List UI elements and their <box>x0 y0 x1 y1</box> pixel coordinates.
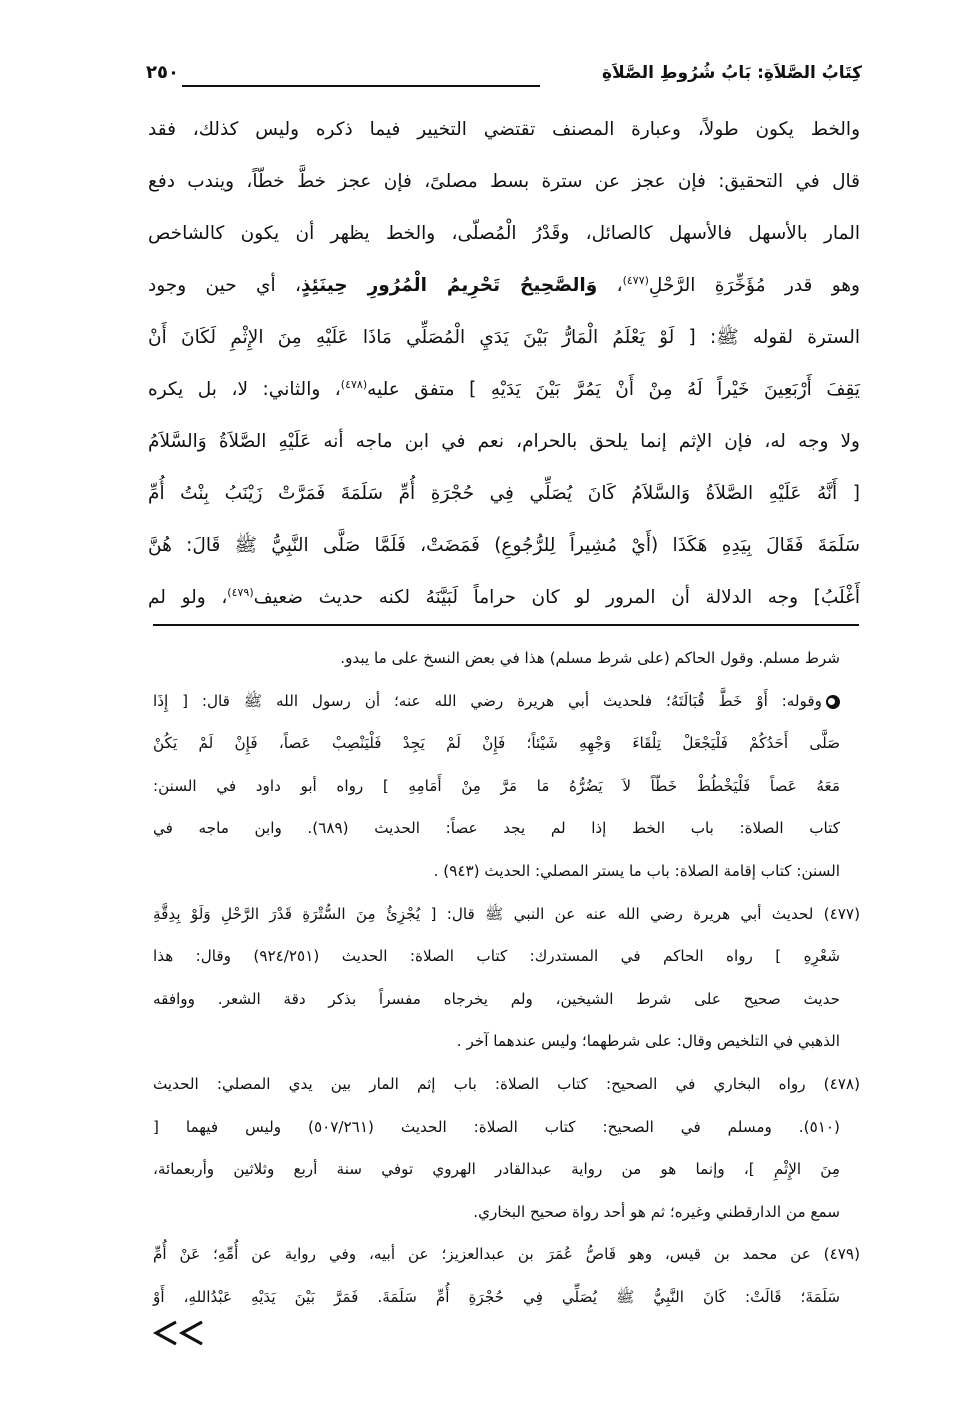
footnote-line: السنن: كتاب إقامة الصلاة: باب ما يستر المصلي: الحديث (٩٤٣) . <box>433 862 840 880</box>
footnote-ref-478[interactable]: (٤٧٨) <box>340 377 368 391</box>
footnote-text: وقوله: أَوْ خَطَّ قُبَالَتَهُ؛ فلحديث أبي هريرة رضي الله عنه؛ أن رسول الله ﷺ قال: [ إِذَا <box>153 692 822 710</box>
bullet-circle-icon <box>826 695 840 709</box>
footnote-line: الذهبي في التلخيص وقال: على شرطهما؛ وليس عندهما آخر . <box>456 1032 840 1050</box>
text-line: [ أَنَّهُ عَلَيْهِ الصَّلاَةُ وَالسَّلاَمُ كَانَ يُصَلِّي فِي حُجْرَةِ أُمِّ سَلَمَةَ فَمَرَّتْ زَيْنَبُ بِنْتُ أُمِّ <box>148 483 860 504</box>
footnote-line: شَعْرِهِ ] رواه الحاكم في المستدرك: كتاب الصلاة: الحديث (٩٢٤/٢٥١) وقال: هذا <box>153 947 840 965</box>
running-header <box>146 58 862 92</box>
footnote-separator <box>153 624 859 626</box>
footnote-line: سَلَمَةَ؛ قَالَتْ: كَانَ النَّبِيُّ ﷺ يُصَلِّي فِي حُجْرَةِ أُمِّ سَلَمَةَ. فَمَرَّ بَيْنَ يَدَيْهِ عَبْدُاللهِ، أَوْ <box>153 1288 840 1306</box>
footnote-line: كتاب الصلاة: باب الخط إذا لم يجد عصاً: الحديث (٦٨٩). وابن ماجه في <box>153 819 840 837</box>
matn-bold-text: وَالصَّحِيحُ تَحْرِيمُ الْمُرُورِ حِينَئِذٍ <box>300 275 598 296</box>
footnote-478: (٤٧٨) رواه البخاري في الصحيح: كتاب الصلاة: باب إثم المار بين يدي المصلي: الحديث <box>153 1075 860 1093</box>
text-segment: ، والثاني: لا، بل يكره <box>148 379 341 400</box>
footnote-479: (٤٧٩) عن محمد بن قيس، وهو قَاصُّ عُمَرَ بن عبدالعزيز؛ عن أبيه، وفي رواية عن أُمِّهِ؛ عَنْ أُمِّ <box>153 1245 860 1263</box>
footnote-477: (٤٧٧) لحديث أبي هريرة رضي الله عنه عن النبي ﷺ قال: [ يُجْزِئُ مِنَ السُّتْرَةِ قَدْرَ الرَّحْلِ وَلَوْ بِدِقَّةِ <box>153 905 860 923</box>
running-header-title: كِتَابُ الصَّلاَةِ: بَابُ شُرُوطِ الصَّلاَةِ <box>602 63 862 83</box>
footnote-line: حديث صحيح على شرط الشيخين، ولم يخرجاه مفسراً بذكر دقة الشعر. ووافقه <box>153 990 840 1008</box>
page-number: ٢٥٠ <box>146 62 179 83</box>
text-segment: ، <box>597 275 623 296</box>
footnote-line: صَلَّى أَحَدُكُمْ فَلْيَجْعَلْ تِلْقَاءَ وَجْهِهِ شَيْئاً؛ فَإِنْ لَمْ يَجِدْ فَلْيَنْصِبْ عَصاً، فَإِنْ لَمْ يَكُنْ <box>153 734 840 752</box>
header-rule <box>182 85 540 87</box>
text-segment: وهو قدر مُؤَخِّرَةِ الرَّحْلِ <box>648 275 860 296</box>
text-segment: ، أي حين وجود <box>148 275 301 296</box>
footnote-line: (٥١٠). ومسلم في الصحيح: كتاب الصلاة: الحديث (٥٠٧/٢٦١) وليس فيهما [ <box>153 1118 840 1136</box>
text-line: السترة لقوله ﷺ: [ لَوْ يَعْلَمُ الْمَارُّ بَيْنَ يَدَيِ الْمُصَلِّي مَاذَا عَلَيْهِ مِنَ الإِثْمِ لَكَانَ أَنْ <box>148 327 860 348</box>
footnote-ref-477[interactable]: (٤٧٧) <box>622 273 649 287</box>
text-line: قال في التحقيق: فإن عجز عن سترة بسط مصلىً، فإن عجز خطَّ خطّاً، ويندب دفع <box>148 171 860 192</box>
footnote-ref-479[interactable]: (٤٧٩) <box>227 585 254 599</box>
text-segment: يَقِفَ أَرْبَعِينَ خَيْراً لَهُ مِنْ أَنْ يَمُرَّ بَيْنَ يَدَيْهِ ] متفق عليه <box>367 379 861 400</box>
text-line <box>148 370 860 410</box>
text-line: ولا وجه له، فإن الإثم إنما يلحق بالحرام، نعم في ابن ماجه أنه عَلَيْهِ الصَّلاَةُ وَالسَّلاَمُ <box>148 431 860 452</box>
continuation-arrows-icon <box>150 1318 210 1352</box>
text-line <box>148 578 860 618</box>
footnote-line: شرط مسلم. وقول الحاكم (على شرط مسلم) هذا في بعض النسخ على ما يبدو. <box>340 649 840 667</box>
text-segment: أَغْلَبُ] وجه الدلالة أن المرور لو كان حراماً لَبَيَّنَهُ لكنه حديث ضعيف <box>253 587 860 608</box>
text-line: والخط يكون طولاً، وعبارة المصنف تقتضي التخيير فيما ذكره وليس كذلك، فقد <box>148 119 860 140</box>
text-line: المار بالأسهل فالأسهل كالصائل، وقَدْرُ الْمُصلّى، والخط يظهر أن يكون كالشاخص <box>148 223 860 244</box>
text-line: سَلَمَةَ فَقَالَ بِيَدِهِ هَكَذَا (أَيْ مُشِيراً لِلرُّجُوعِ) فَمَضَتْ، فَلَمَّا صَلَّى النَّبِيُّ ﷺ قَالَ: هُنَّ <box>148 535 860 556</box>
footnote-line: سمع من الدارقطني وغيره؛ ثم هو أحد رواة صحيح البخاري. <box>473 1203 840 1221</box>
footnote-line: مَعَهُ عَصاً فَلْيَخْطُطْ خَطّاً لاَ يَضُرُّهُ مَا مَرَّ مِنْ أَمَامِهِ ] رواه أبو داود في السنن: <box>153 777 840 795</box>
footnote-line: مِنَ الإِثْمِ ]، وإنما هو من رواية عبدالقادر الهروي توفي سنة أربع وثلاثين وأربعمائة، <box>153 1160 840 1178</box>
text-line <box>148 266 860 306</box>
footnote-line <box>153 684 840 718</box>
text-segment: ، ولو لم <box>148 587 228 608</box>
